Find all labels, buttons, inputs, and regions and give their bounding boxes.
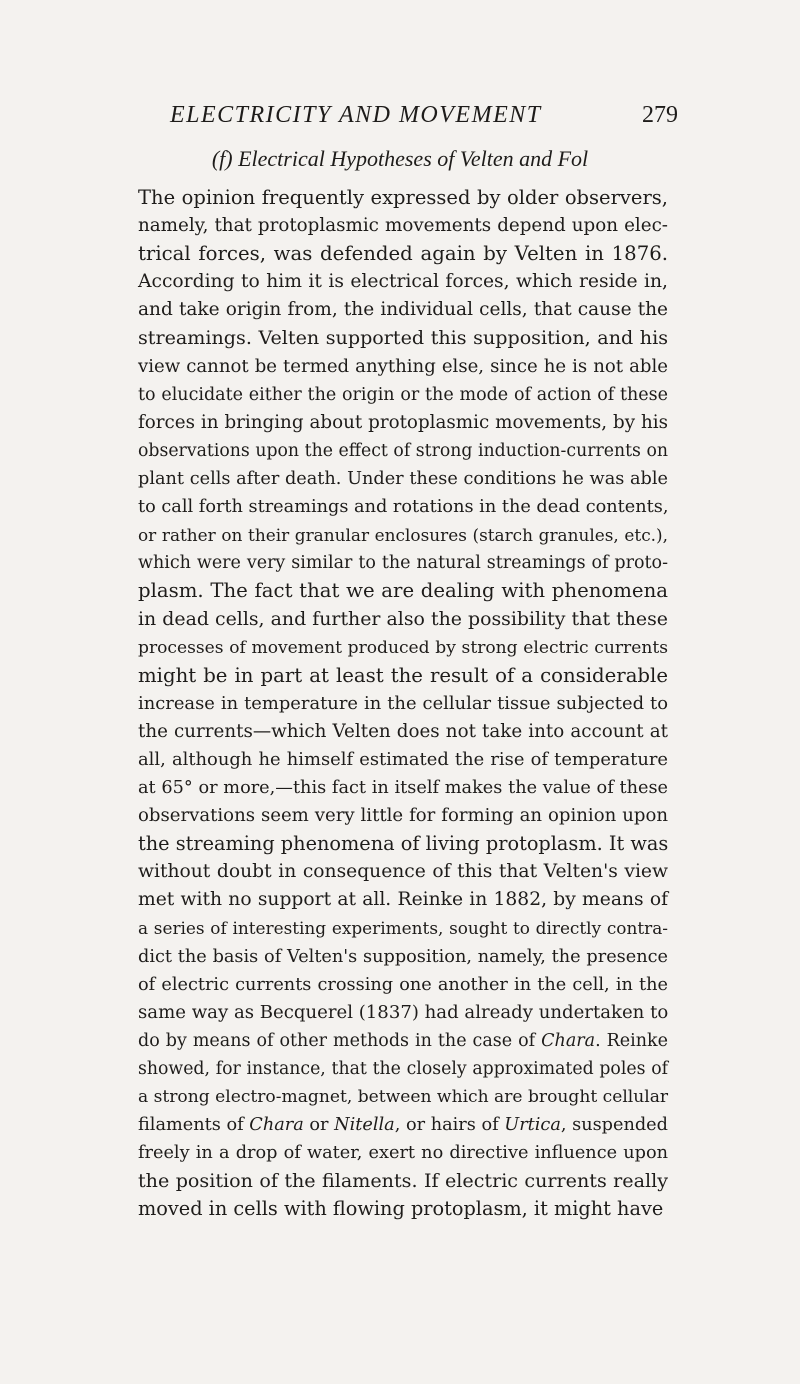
running-head xyxy=(0,102,800,142)
text-line: or rather on their granular enclosures (starch granules, etc.), xyxy=(138,525,668,546)
text-line: a strong electro-magnet, between which are brought cellular xyxy=(138,1087,669,1107)
section-title: Electrical Hypotheses of Velten and Fol xyxy=(238,146,589,171)
text-line: plasm. The fact that we are dealing with phenomena xyxy=(138,579,668,603)
italic-term: Chara xyxy=(541,1030,596,1051)
section-prefix: (f) xyxy=(211,146,233,171)
section-heading xyxy=(0,146,800,172)
text-line: filaments of Chara or Nitella, or hairs of Urtica, suspended xyxy=(138,1115,668,1136)
page-number: 279 xyxy=(642,102,678,128)
text-line: view cannot be termed anything else, since he is not able xyxy=(138,355,668,377)
text-line: namely, that protoplasmic movements depend upon elec- xyxy=(138,215,668,237)
body-paragraph xyxy=(138,184,668,1223)
text-line: and take origin from, the individual cells, that cause the xyxy=(138,299,668,321)
text-line: met with no support at all. Reinke in 1882, by means of xyxy=(138,889,668,911)
text-line: without doubt in consequence of this that Velten's view xyxy=(138,861,668,883)
text-line: which were very similar to the natural streamings of proto- xyxy=(138,553,668,574)
italic-term: Nitella xyxy=(334,1115,395,1136)
text-line: of electric currents crossing one another in the cell, in the xyxy=(138,974,668,995)
text-line: all, although he himself estimated the rise of temperature xyxy=(138,748,668,770)
text-line: at 65° or more,—this fact in itself makes the value of these xyxy=(138,777,668,798)
text-line: According to him it is electrical forces, which reside in, xyxy=(138,271,668,293)
italic-term: Chara xyxy=(249,1115,304,1136)
text-line: moved in cells with flowing protoplasm, it might have xyxy=(138,1197,664,1221)
italic-term: Urtica xyxy=(504,1115,561,1136)
text-line: showed, for instance, that the closely approximated poles of xyxy=(138,1058,668,1079)
text-line: forces in bringing about protoplasmic movements, by his xyxy=(138,411,668,433)
text-line: The opinion frequently expressed by older observers, xyxy=(138,186,668,209)
text-line: to call forth streamings and rotations in the dead contents, xyxy=(138,497,669,518)
text-line: in dead cells, and further also the possibility that these xyxy=(138,608,668,631)
text-line: trical forces, was defended again by Velten in 1876. xyxy=(138,242,668,266)
text-line: increase in temperature in the cellular tissue subjected to xyxy=(138,692,668,714)
text-line: observations seem very little for forming an opinion upon xyxy=(138,805,668,827)
text-line: to elucidate either the origin or the mode of action of these xyxy=(138,384,668,405)
running-title: ELECTRICITY AND MOVEMENT xyxy=(170,102,542,128)
text-line: do by means of other methods in the case of Chara. Reinke xyxy=(138,1030,668,1051)
text-line: the currents—which Velten does not take into account at xyxy=(138,720,668,742)
text-line: plant cells after death. Under these conditions he was able xyxy=(138,468,668,489)
text-line: dict the basis of Velten's supposition, namely, the presence xyxy=(138,946,668,967)
text-line: processes of movement produced by strong electric currents xyxy=(138,637,668,658)
text-line: a series of interesting experiments, sought to directly contra- xyxy=(138,918,668,939)
text-line: same way as Becquerel (1837) had already undertaken to xyxy=(138,1001,669,1023)
text-line: observations upon the effect of strong induction-currents on xyxy=(138,440,668,461)
text-line: streamings. Velten supported this supposition, and his xyxy=(138,326,668,350)
text-line: the streaming phenomena of living protoplasm. It was xyxy=(138,832,669,856)
text-line: the position of the filaments. If electric currents really xyxy=(138,1169,668,1193)
text-line: might be in part at least the result of a considerable xyxy=(138,663,668,687)
text-line: freely in a drop of water, exert no directive influence upon xyxy=(138,1143,668,1164)
